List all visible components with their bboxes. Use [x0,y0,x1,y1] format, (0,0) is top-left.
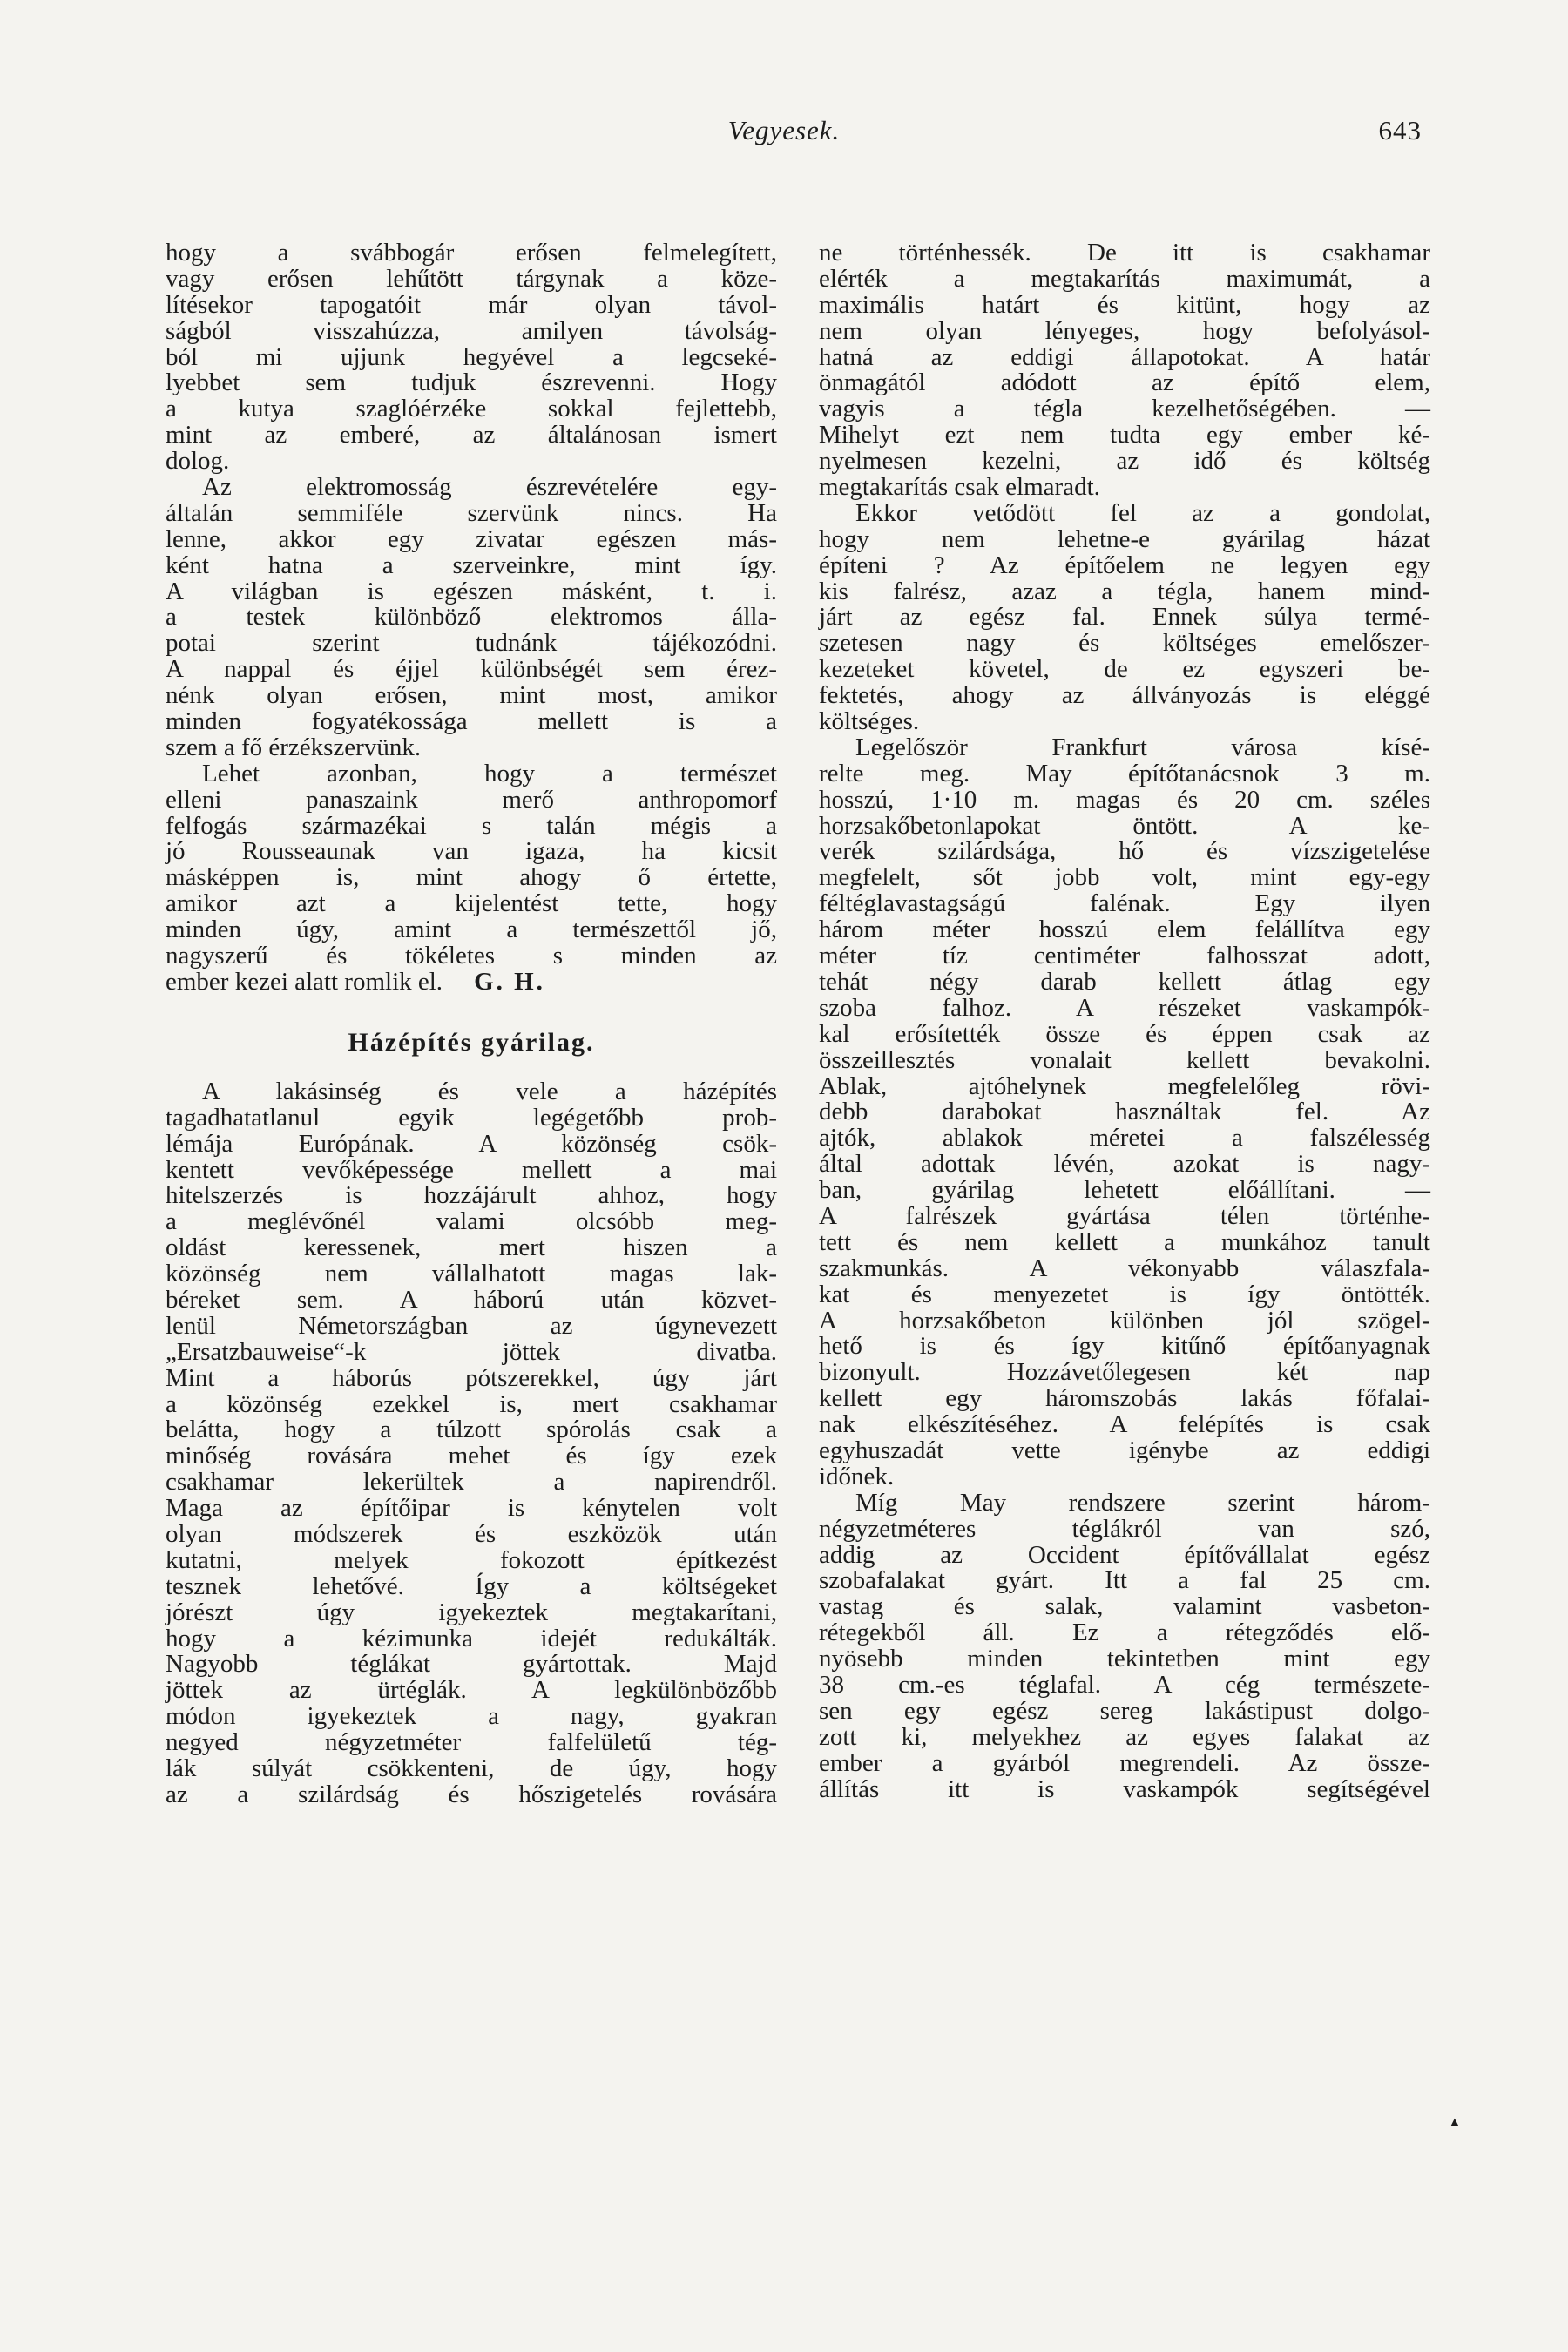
text-line: ember a gyárból megrendeli. Az össze- [819,1748,1430,1777]
text-line: hitelszerzés is hozzájárult ahhoz, hogy [166,1181,777,1210]
text-line: nyelmesen kezelni, az idő és költség [819,447,1430,476]
text-line: A falrészek gyártása télen történhe- [819,1201,1430,1230]
text-line: a meglévőnél valami olcsóbb meg- [166,1207,777,1236]
text-line: építeni ? Az építőelem ne legyen egy [819,551,1430,579]
text-line: jó Rousseaunak van igaza, ha kicsit [166,837,777,866]
text-line: zott ki, melyekhez az egyes falakat az [819,1722,1430,1751]
text-line: olyan módszerek és eszközök után [166,1519,777,1548]
text-line: közönség nem vállalhatott magas lak- [166,1260,777,1288]
article-title: Házépítés gyárilag. [348,1027,595,1057]
article-body-right [819,240,1430,1802]
text-line: A horzsakőbeton különben jól szögel- [819,1306,1430,1335]
text-line: szakmunkás. A vékonyabb válaszfala- [819,1254,1430,1282]
text-line: hető is és így kitűnő építőanyagnak [819,1332,1430,1361]
text-line: költséges. [819,707,920,736]
text-line: által adottak lévén, azokat is nagy- [819,1150,1430,1179]
text-line: kutatni, melyek fokozott építkezést [166,1545,777,1574]
text-line: csakhamar lekerültek a napirendről. [166,1468,777,1497]
text-line: béreket sem. A háború után közvet- [166,1285,777,1314]
text-line: rétegekből áll. Ez a rétegződés elő- [819,1619,1430,1647]
text-line: megfelelt, sőt jobb volt, mint egy-egy [819,863,1430,892]
text-line: négyzetméteres téglákról van szó, [819,1514,1430,1543]
text-line: ban, gyárilag lehetett előállítani. — [819,1176,1430,1205]
text-line: az a szilárdság és hőszigetelés rovására [166,1780,777,1808]
text-line: másképpen is, mint ahogy ő értette, [166,863,777,892]
text-line: kentett vevőképessége mellett a mai [166,1155,777,1184]
text-line: lák súlyát csökkenteni, de úgy, hogy [166,1754,777,1782]
left-column [166,240,777,1808]
text-line: ként hatna a szerveinkre, mint így. [166,551,777,579]
text-line: belátta, hogy a túlzott spórolás csak a [166,1416,777,1444]
text-line: időnek. [819,1462,895,1490]
text-line: Míg May rendszere szerint három- [855,1488,1430,1517]
text-line: A világban is egészen másként, t. i. [166,577,777,605]
text-line: szem a fő érzékszervünk. [166,733,422,761]
text-line: elleni panaszaink merő anthropomorf [166,785,777,814]
text-line: járt az egész fal. Ennek súlya termé- [819,603,1430,632]
running-title: Vegyesek. [727,115,841,145]
text-line: tagadhatatlanul egyik legégetőbb prob- [166,1103,777,1132]
text-line: Mihelyt ezt nem tudta egy ember ké- [819,421,1430,449]
text-line: nem olyan lényeges, hogy befolyásol- [819,316,1430,345]
text-line: Ablak, ajtóhelynek megfelelőleg rövi- [819,1071,1430,1100]
text-line: módon igyekeztek a nagy, gyakran [166,1702,777,1731]
text-line: lenül Németországban az úgynevezett [166,1311,777,1340]
text-line: nagyszerű és tökéletes s minden az [166,942,777,970]
text-line: horzsakőbetonlapokat öntött. A ke- [819,811,1430,840]
text-line: minőség rovására mehet és így ezek [166,1442,777,1470]
text-line: potai szerint tudnánk tájékozódni. [166,629,777,658]
text-line: A lakásinség és vele a házépítés [202,1077,777,1105]
text-line: Ekkor vetődött fel az a gondolat, [855,498,1430,527]
right-column [819,240,1430,1802]
text-line: Legelőször Frankfurt városa kísé- [855,733,1430,761]
printer-mark: ▲ [1448,2115,1462,2130]
text-line: elérték a megtakarítás maximumát, a [819,264,1430,293]
text-line: önmagától adódott az építő elem, [819,368,1430,397]
text-line: ne történhessék. De itt is csakhamar [819,239,1430,267]
page-number: 643 [1378,115,1422,145]
text-line: sen egy egész sereg lakástipust dolgo- [819,1696,1430,1725]
text-line: három méter hosszú elem felállítva egy [819,916,1430,944]
text-line: nak elkészítéséhez. A felépítés is csak [819,1410,1430,1439]
text-line: nyösebb minden tekintetben mint egy [819,1645,1430,1673]
text-line: tehát négy darab kellett átlag egy [819,967,1430,996]
text-line: általán semmiféle szervünk nincs. Ha [166,498,777,527]
text-line: megtakarítás csak elmaradt. [819,473,1100,502]
text-line: tett és nem kellett a munkához tanult [819,1227,1430,1256]
text-line: lémája Európának. A közönség csök- [166,1129,777,1158]
text-line: maximális határt és kitünt, hogy az [819,290,1430,319]
text-line: A nappal és éjjel különbségét sem érez- [166,655,777,684]
text-line: jórészt úgy igyekeztek megtakarítani, [166,1598,777,1626]
text-line: „Ersatzbauweise“-k jöttek divatba. [166,1337,777,1366]
text-line: minden fogyatékossága mellett is a [166,707,777,736]
text-line: Nagyobb téglákat gyártottak. Majd [166,1650,777,1679]
text-line: a kutya szaglóérzéke sokkal fejlettebb, [166,395,777,423]
text-line: kellett egy háromszobás lakás főfalai- [819,1384,1430,1413]
text-line: minden úgy, amint a természettől jő, [166,916,777,944]
text-line: nénk olyan erősen, mint most, amikor [166,681,777,710]
text-line: verék szilárdsága, hő és vízszigetelése [819,837,1430,866]
text-line: hogy a svábbogár erősen felmelegített, [166,239,777,267]
text-line: hogy nem lehetne-e gyárilag házat [819,524,1430,553]
text-line: vagyis a tégla kezelhetőségében. — [819,395,1430,423]
text-line: Lehet azonban, hogy a természet [202,759,777,787]
text-line: ajtók, ablakok méretei a falszélesség [819,1124,1430,1152]
text-line: tesznek lehetővé. Így a költségeket [166,1571,777,1600]
text-line: Mint a háborús pótszerekkel, úgy járt [166,1363,777,1392]
text-line: felfogás származékai s talán mégis a [166,811,777,840]
article-body-left [166,1079,777,1808]
running-header [0,115,1568,159]
author-signature: G. H. [474,967,545,996]
text-line: mint az emberé, az általánosan ismert [166,421,777,449]
continued-article-text [166,240,777,970]
text-line: hosszú, 1·10 m. magas és 20 cm. széles [819,785,1430,814]
text-line: hatná az eddigi állapotokat. A határ [819,342,1430,371]
text-line: szoba falhoz. A részeket vaskampók- [819,993,1430,1022]
text-line: debb darabokat használtak fel. Az [819,1098,1430,1126]
text-line: jöttek az ürtéglák. A legkülönbözőbb [166,1676,777,1705]
text-line: féltéglavastagságú falénak. Egy ilyen [819,889,1430,918]
text-line: dolog. [166,447,230,476]
text-line: vagy erősen lehűtött tárgynak a köze- [166,264,777,293]
text-line: lenne, akkor egy zivatar egészen más- [166,524,777,553]
signature-line [166,967,777,996]
text-line: Maga az építőipar is kénytelen volt [166,1494,777,1523]
text-line: méter tíz centiméter falhosszat adott, [819,942,1430,970]
text-line: vastag és salak, valamint vasbeton- [819,1592,1430,1621]
text-line: relte meg. May építőtanácsnok 3 m. [819,759,1430,787]
text-line: állítás itt is vaskampók segítségével [819,1774,1430,1803]
text-line: 38 cm.-es téglafal. A cég természete- [819,1670,1430,1699]
text-line: Az elektromosság észrevételére egy- [202,473,777,502]
text-line: bizonyult. Hozzávetőlegesen két nap [819,1358,1430,1387]
text-line: negyed négyzetméter falfelületű tég- [166,1728,777,1757]
text-line: egyhuszadát vette igénybe az eddigi [819,1436,1430,1464]
text-line: kal erősítették össze és éppen csak az [819,1019,1430,1048]
text-line: kis falrész, azaz a tégla, hanem mind- [819,577,1430,605]
text-line: kat és menyezetet is így öntötték. [819,1280,1430,1308]
text-line: oldást keressenek, mert hiszen a [166,1233,777,1262]
text-line: szobafalakat gyárt. Itt a fal 25 cm. [819,1566,1430,1595]
text-line: ságból visszahúzza, amilyen távolság- [166,316,777,345]
text-line: amikor azt a kijelentést tette, hogy [166,889,777,918]
text-line: fektetés, ahogy az állványozás is eléggé [819,681,1430,710]
text-line: lítésekor tapogatóit már olyan távol- [166,290,777,319]
text-line: lyebbet sem tudjuk észrevenni. Hogy [166,368,777,397]
signature-line-text: ember kezei alatt romlik el. [166,967,443,996]
text-line: addig az Occident építővállalat egész [819,1540,1430,1569]
text-line: kezeteket követel, de ez egyszeri be- [819,655,1430,684]
text-line: ból mi ujjunk hegyével a legcseké- [166,342,777,371]
text-line: a testek különböző elektromos álla- [166,603,777,632]
text-line: a közönség ezekkel is, mert csakhamar [166,1389,777,1418]
text-line: összeillesztés vonalait kellett bevakolni. [819,1045,1430,1074]
text-line: szetesen nagy és költséges emelőszer- [819,629,1430,658]
text-line: hogy a kézimunka idejét redukálták. [166,1624,777,1652]
